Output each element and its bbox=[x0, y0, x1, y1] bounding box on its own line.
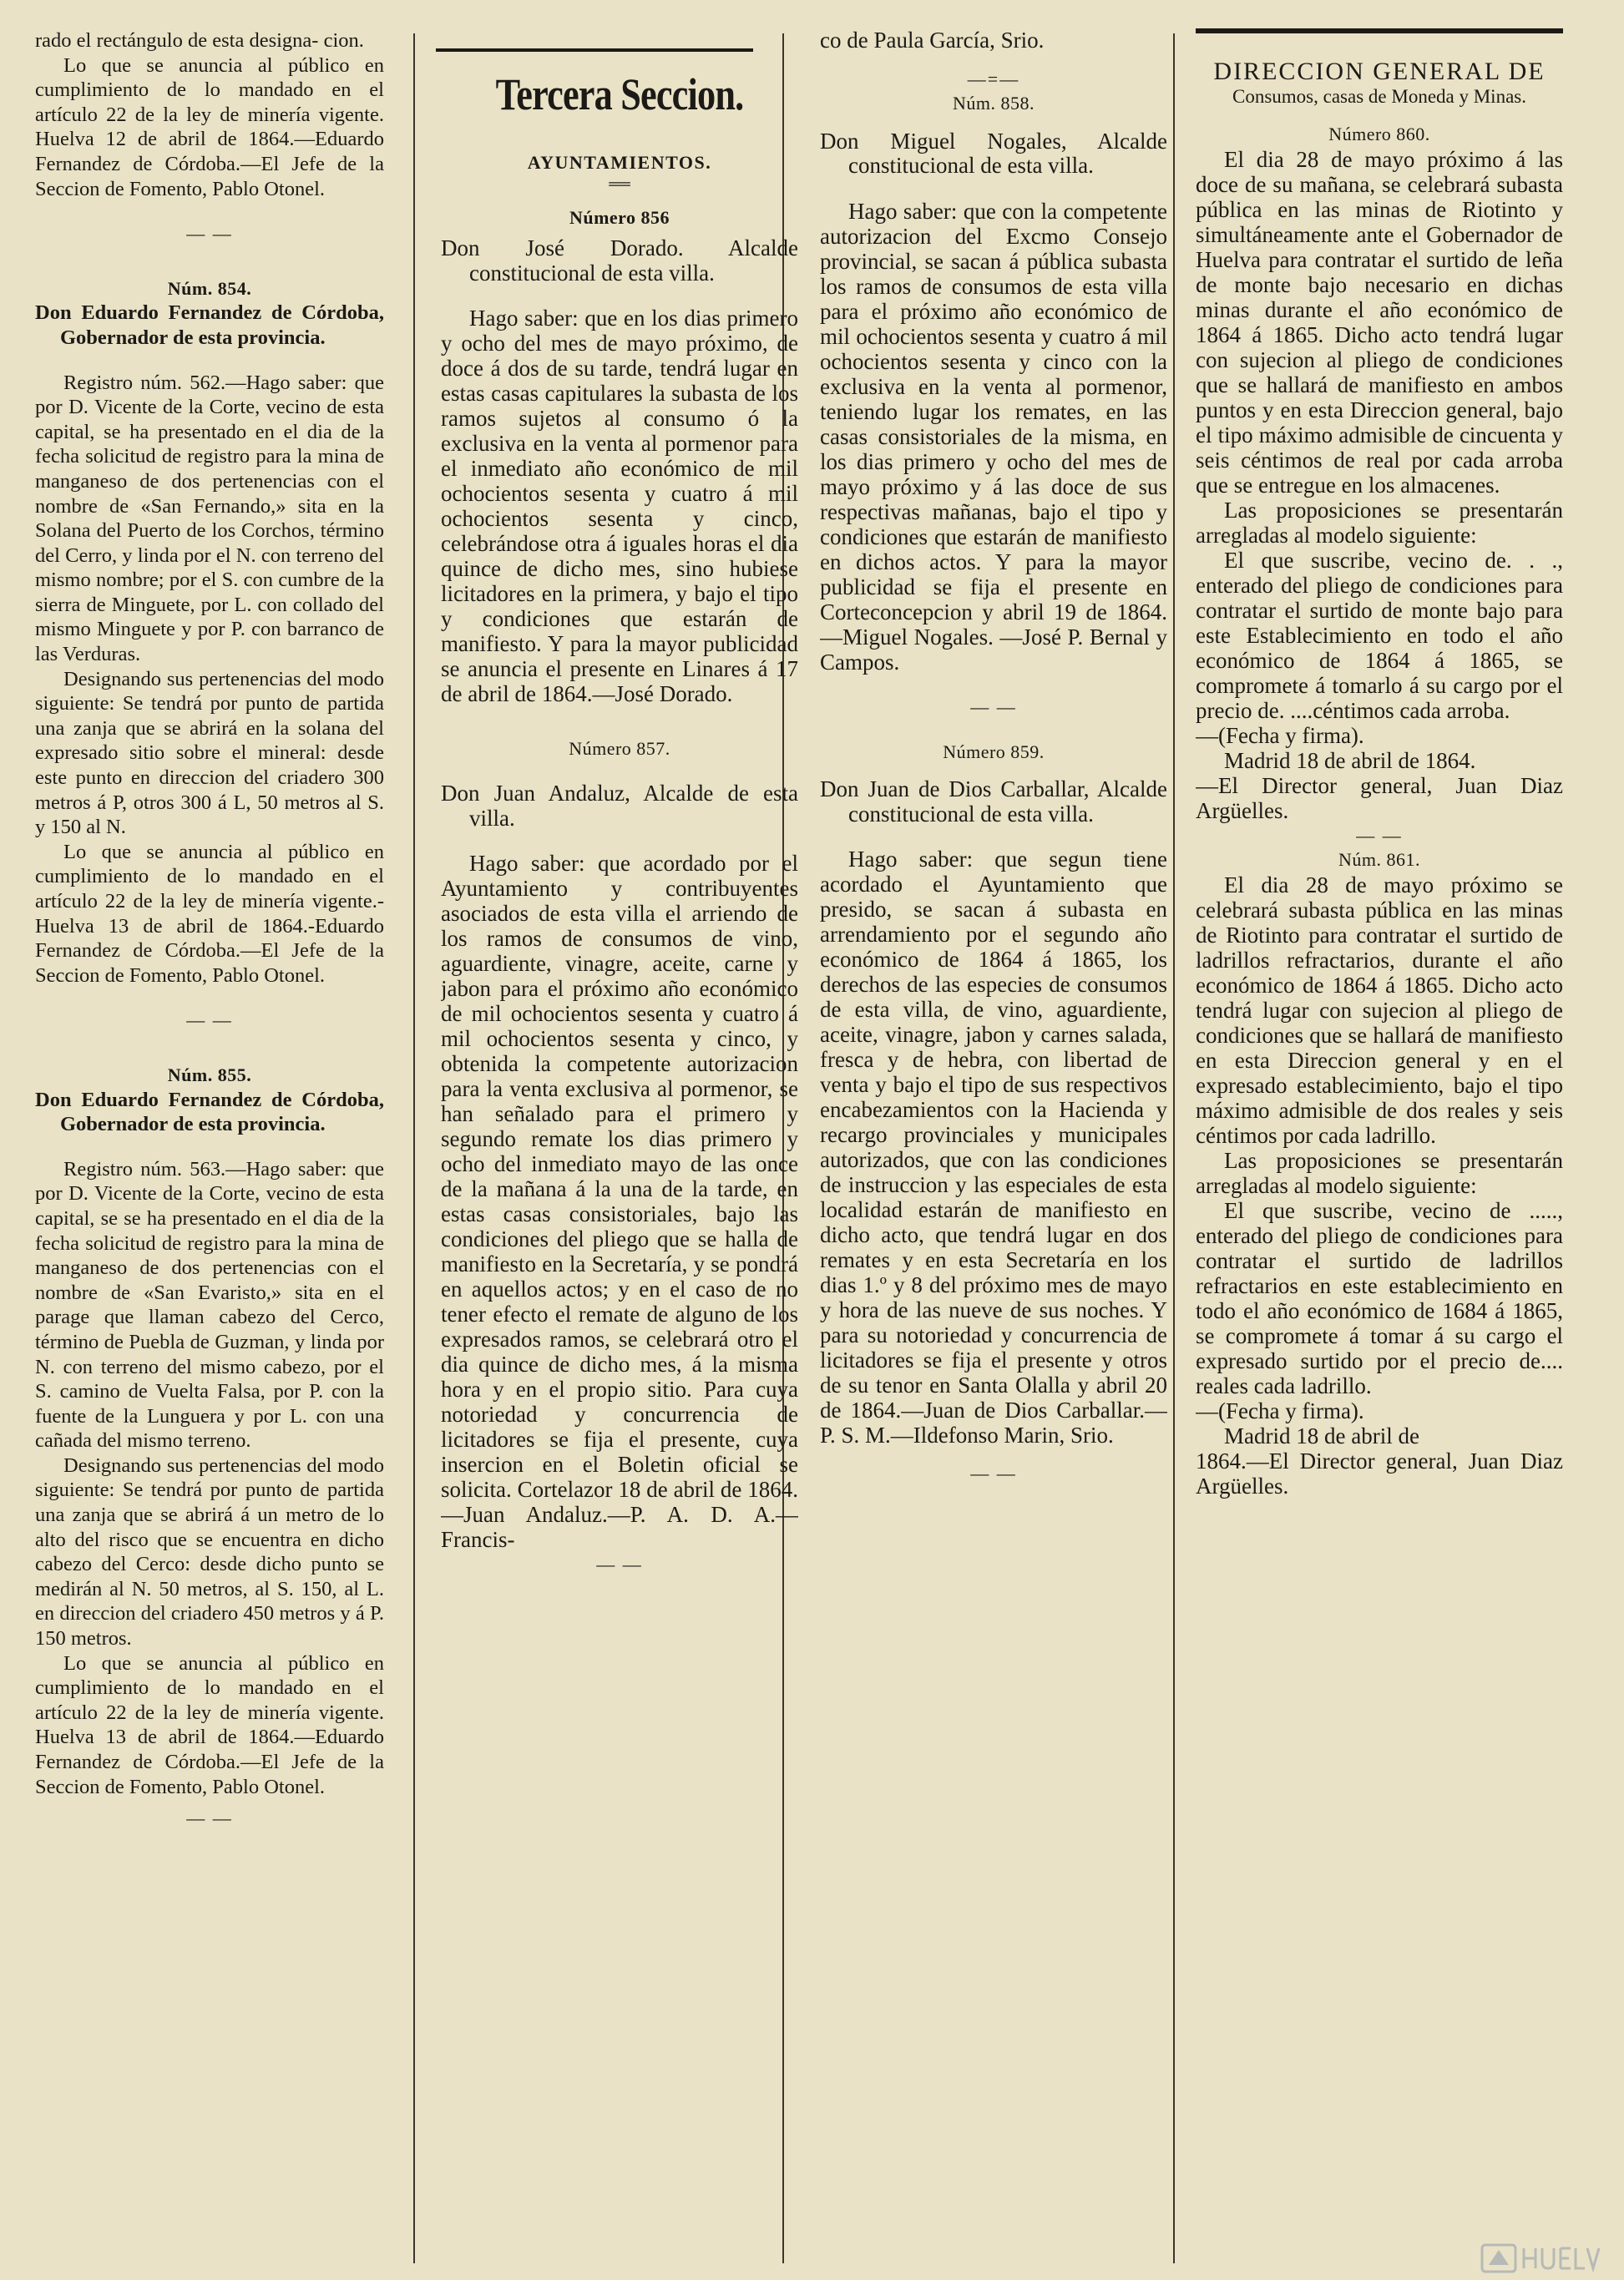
notice-number-856: Número 856 bbox=[569, 206, 670, 228]
notice-860-date-sign: —(Fecha y firma). bbox=[1196, 722, 1364, 748]
notice-857-body: Hago saber: que acordado por el Ayuntamiento y contribuyentes asociados de esta villa el arriendo de los ramos de consumos de vino, aguardiente, vinagre, aceite, carne y jabon para el próximo año económico de mil ochocientos sesenta y cuatro á mil ochocientos sesenta y cinco, y obtenida la competente autorizacion para la venta exclusiva al pormenor, se han señalado para el primero y segundo remate los dias primero y ocho del inmediato mayo de las once de la mañana á la una de la tarde, en estas casas consistoriales, bajo las condiciones del pliego que se halla de manifiesto en la Secretaría, y se pondrá en aquellos actos; y en el caso de no tener efecto el remate de alguno de los expresados ramos, se celebrará otro el dia quince de dicho mes, á la misma hora y en el propio sitio. Para cuya notoriedad y concurrencia de licitadores se fija el presente, cuya insercion en el Boletin oficial se solicita. Cortelazor 18 de abril de 1864. —Juan Andaluz.—P. A. D. A.—Francis- bbox=[441, 851, 798, 1553]
notice-heading-854: Don Eduardo Fernandez de Córdoba, Gobernador de esta provincia. bbox=[35, 301, 384, 349]
notice-heading-859: Don Juan de Dios Carballar, Alcalde constitucional de esta villa. bbox=[820, 776, 1167, 827]
notice-859-body: Hago saber: que segun tiene acordado el Ayuntamiento que presido, se sacan á subasta en arrendamiento por el segundo año económico de 1864 á 1865, los derechos de las especies de consumos de esta villa, de vino, aguardiente, aceite, vinagre, jabon y carnes salada, fresca y de hebra, con libertad de venta y bajo el tipo de sus respectivos encabezamientos con la Hacienda y recargo provinciales y municipales autorizados, que con las condiciones de instruccion y las especiales de esta localidad estarán de manifiesto en dicho acto, que tendrá lugar en dos remates y en esta Secretaría en los dias 1.º y 8 del próximo mes de mayo y hora de las nueve de sus noches. Y para su notoriedad y concurrencia de licitadores se fija el presente y otros de su tenor en Santa Olalla y abril 20 de 1864.—Juan de Dios Carballar.—P. S. M.—Ildefonso Marin, Srio. bbox=[820, 847, 1167, 1448]
notice-860-signature: —El Director general, Juan Diaz Argüelles. bbox=[1196, 772, 1563, 823]
notice-855-body-3: Lo que se anuncia al público en cumplimiento de lo mandado en el artículo 22 de la ley de minería vigente. Huelva 13 de abril de 1864.—Eduardo Fernandez de Córdoba.—El Jefe de la Seccion de Fomento, Pablo Otonel. bbox=[35, 1651, 384, 1798]
notice-number-860: Número 860. bbox=[1328, 124, 1430, 144]
continued-text: rado el rectángulo de esta designa- cion. bbox=[35, 29, 364, 52]
notice-861-date-sign: —(Fecha y firma). bbox=[1196, 1398, 1364, 1423]
separator: — — bbox=[970, 695, 1017, 717]
separator: — — bbox=[970, 1463, 1017, 1484]
notice-854-body-3: Lo que se anuncia al público en cumplimiento de lo mandado en el artículo 22 de la ley de minería vigente.- Huelva 13 de abril de 1864.-Eduardo Fernandez de Córdoba.—El Jefe de la Seccion de Fomento, Pablo Otonel. bbox=[35, 840, 384, 987]
section-subtitle: AYUNTAMIENTOS. bbox=[527, 152, 712, 173]
direction-title: DIRECCION GENERAL DE bbox=[1213, 58, 1546, 85]
notice-closing: Lo que se anuncia al público en cumplimiento de lo mandado en el artículo 22 de la ley de minería vigente. Huelva 12 de abril de 1864.—Eduardo Fernandez de Córdoba.—El Jefe de la Seccion de Fomento, Pablo Otonel. bbox=[35, 53, 384, 200]
notice-861-body-2: Las proposiciones se presentarán arregladas al modelo siguiente: bbox=[1196, 1147, 1563, 1198]
column-3 bbox=[820, 28, 1167, 2266]
column-2 bbox=[441, 28, 798, 2266]
separator: — — bbox=[1356, 824, 1403, 846]
column-divider-1 bbox=[413, 33, 415, 2263]
notice-860-place-date: Madrid 18 de abril de 1864. bbox=[1224, 747, 1476, 773]
separator: — — bbox=[186, 223, 233, 245]
notice-854-body-1: Registro núm. 562.—Hago saber: que por D. Vicente de la Corte, vecino de esta capital, se ha presentado en el dia de la fecha solicitud de registro para la mina de manganeso de dos pertenencias con el nombre de «San Fernando,» sita en la Solana del Puerto de los Corchos, término del Cerro, y linda por el N. con terreno del mismo nombre; por el S. con cumbre de la sierra de Minguete, por L. con collado del mismo Minguete y por P. con barranco de las Verduras. bbox=[35, 371, 384, 666]
notice-860-body-2: Las proposiciones se presentarán arregladas al modelo siguiente: bbox=[1196, 497, 1563, 548]
section-title: Tercera Seccion. bbox=[495, 69, 744, 119]
ornament: ══ bbox=[609, 174, 630, 192]
notice-heading-857: Don Juan Andaluz, Alcalde de esta villa. bbox=[441, 780, 798, 831]
notice-861-body-1: El dia 28 de mayo próximo se celebrará subasta pública en las minas de Riotinto para contratar el surtido de ladrillos refractarios, durante el año económico de 1864 á 1865. Dicho acto tendrá lugar con sujecion al pliego de condiciones que se hallará de manifiesto en esta Direccion general y en el expresado establecimiento, bajo el tipo máximo admisible de dos reales y seis céntimos por cada ladrillo. bbox=[1196, 872, 1563, 1148]
notice-number-861: Núm. 861. bbox=[1338, 849, 1420, 871]
separator: —=— bbox=[967, 68, 1020, 89]
notice-858-body: Hago saber: que con la competente autorizacion del Excmo Consejo provincial, se sacan á pública subasta los ramos de consumos de esta villa para el próximo año económico de mil ochocientos sesenta y cuatro á mil ochocientos sesenta y cinco con la exclusiva en la venta al pormenor, teniendo lugar los remates, en las casas consistoriales de la misma, en los dias primero y ocho del mes de mayo próximo y á las doce de sus respectivas mañanas, bajo el tipo y condiciones que estarán de manifiesto en dichos actos. Y para la mayor publicidad se fija el presente en Corteconcepcion y abril 19 de 1864.—Miguel Nogales. —José P. Bernal y Campos. bbox=[820, 198, 1167, 675]
notice-861-signature: 1864.—El Director general, Juan Diaz Argüelles. bbox=[1196, 1448, 1563, 1499]
notice-860-body-1: El dia 28 de mayo próximo á las doce de su mañana, se celebrará subasta pública en las minas de Riotinto y simultáneamente ante el Gobernador de Huelva para contratar el surtido de leña de monte bajo necesario en dichas minas durante el año económico de 1864 á 1865. Dicho acto tendrá lugar con sujecion al pliego de condiciones que se hallará de manifiesto en ambos puntos y en esta Direccion general, bajo el tipo máximo admisible de cincuenta y seis céntimos de real por cada arroba que se entregue en los almacenes. bbox=[1196, 146, 1563, 498]
column-divider-3 bbox=[1173, 33, 1175, 2263]
separator: — — bbox=[186, 1009, 233, 1031]
notice-heading-856: Don José Dorado. Alcalde constitucional de esta villa. bbox=[441, 235, 798, 286]
notice-number-858: Núm. 858. bbox=[953, 93, 1035, 114]
notice-861-model: El que suscribe, vecino de ....., enterado del pliego de condiciones para contratar el surtido de ladrillos refractarios en este establecimiento en todo el año económico de 1684 á 1865, se compromete á tomar á su cargo el expresado surtido por el precio de.... reales cada ladrillo. bbox=[1196, 1197, 1563, 1398]
notice-856-body: Hago saber: que en los dias primero y ocho del mes de mayo próximo, de doce á dos de su tarde, tendrá lugar en estas casas capitulares la subasta de los ramos sujetos al consumo ó la exclusiva en la venta al pormenor para el inmediato año económico de mil ochocientos sesenta y cuatro á mil ochocientos sesenta y cinco, celebrándose otra á iguales horas el dia quince de dicho mes, sino hubiese licitadores en la primera, y bajo el tipo y condiciones que estarán de manifiesto. Y para la mayor publicidad se anuncia el presente en Linares á 17 de abril de 1864.—José Dorado. bbox=[441, 306, 798, 707]
notice-number-857: Número 857. bbox=[569, 738, 670, 760]
notice-number-859: Número 859. bbox=[943, 741, 1045, 762]
notice-number-854: Núm. 854. bbox=[167, 277, 252, 299]
notice-heading-858: Don Miguel Nogales, Alcalde constitucional de esta villa. bbox=[820, 128, 1167, 179]
notice-heading-855: Don Eduardo Fernandez de Córdoba, Gobernador de esta provincia. bbox=[35, 1088, 384, 1136]
column-4 bbox=[1196, 28, 1563, 2266]
notice-number-855: Núm. 855. bbox=[167, 1064, 252, 1085]
continued-text: co de Paula García, Srio. bbox=[820, 28, 1045, 53]
column-1 bbox=[35, 28, 384, 2266]
notice-855-body-2: Designando sus pertenencias del modo siguiente: Se tendrá por punto de partida una zanja que se abrirá á un metro de lo alto del risco que se encuentra en dicho cabezo del Cerco: desde dicho punto se medirán al N. 50 metros, al S. 150, al L. en direccion del criadero 450 metros y á P. 150 metros. bbox=[35, 1453, 384, 1651]
separator: — — bbox=[596, 1554, 643, 1575]
notice-854-body-2: Designando sus pertenencias del modo siguiente: Se tendrá por punto de partida una zanja que se abrirá en la solana del expresado sitio sobre el mineral: desde este punto en direccion del criadero 300 metros á P, otros 300 á L, 50 metros al S. y 150 al N. bbox=[35, 667, 384, 839]
watermark-logo bbox=[1480, 2242, 1606, 2275]
separator: — — bbox=[186, 1807, 233, 1829]
notice-860-model: El que suscribe, vecino de. . ., enterado del pliego de condiciones para contratar el surtido de monte bajo para este Establecimiento en todo el año económico de 1864 á 1865, se compromete á tomarlo á su cargo por el precio de. ....céntimos cada arroba. bbox=[1196, 547, 1563, 723]
direction-subtitle: Consumos, casas de Moneda y Minas. bbox=[1232, 86, 1526, 107]
notice-861-place-date: Madrid 18 de abril de bbox=[1224, 1423, 1419, 1448]
notice-855-body-1: Registro núm. 563.—Hago saber: que por D. Vicente de la Corte, vecino de esta capital, se se ha presentado en el dia de la fecha solicitud de registro para la mina de manganeso de dos pertenencias con el nombre de «San Evaristo,» sita en el parage que llaman cabezo del Cerco, término de Puebla de Guzman, y linda por N. con terreno del mismo cabezo, por el S. camino de Vuelta Falsa, por P. con la fuente de la Lunguera y por L. con una cañada del mismo terreno. bbox=[35, 1157, 384, 1453]
